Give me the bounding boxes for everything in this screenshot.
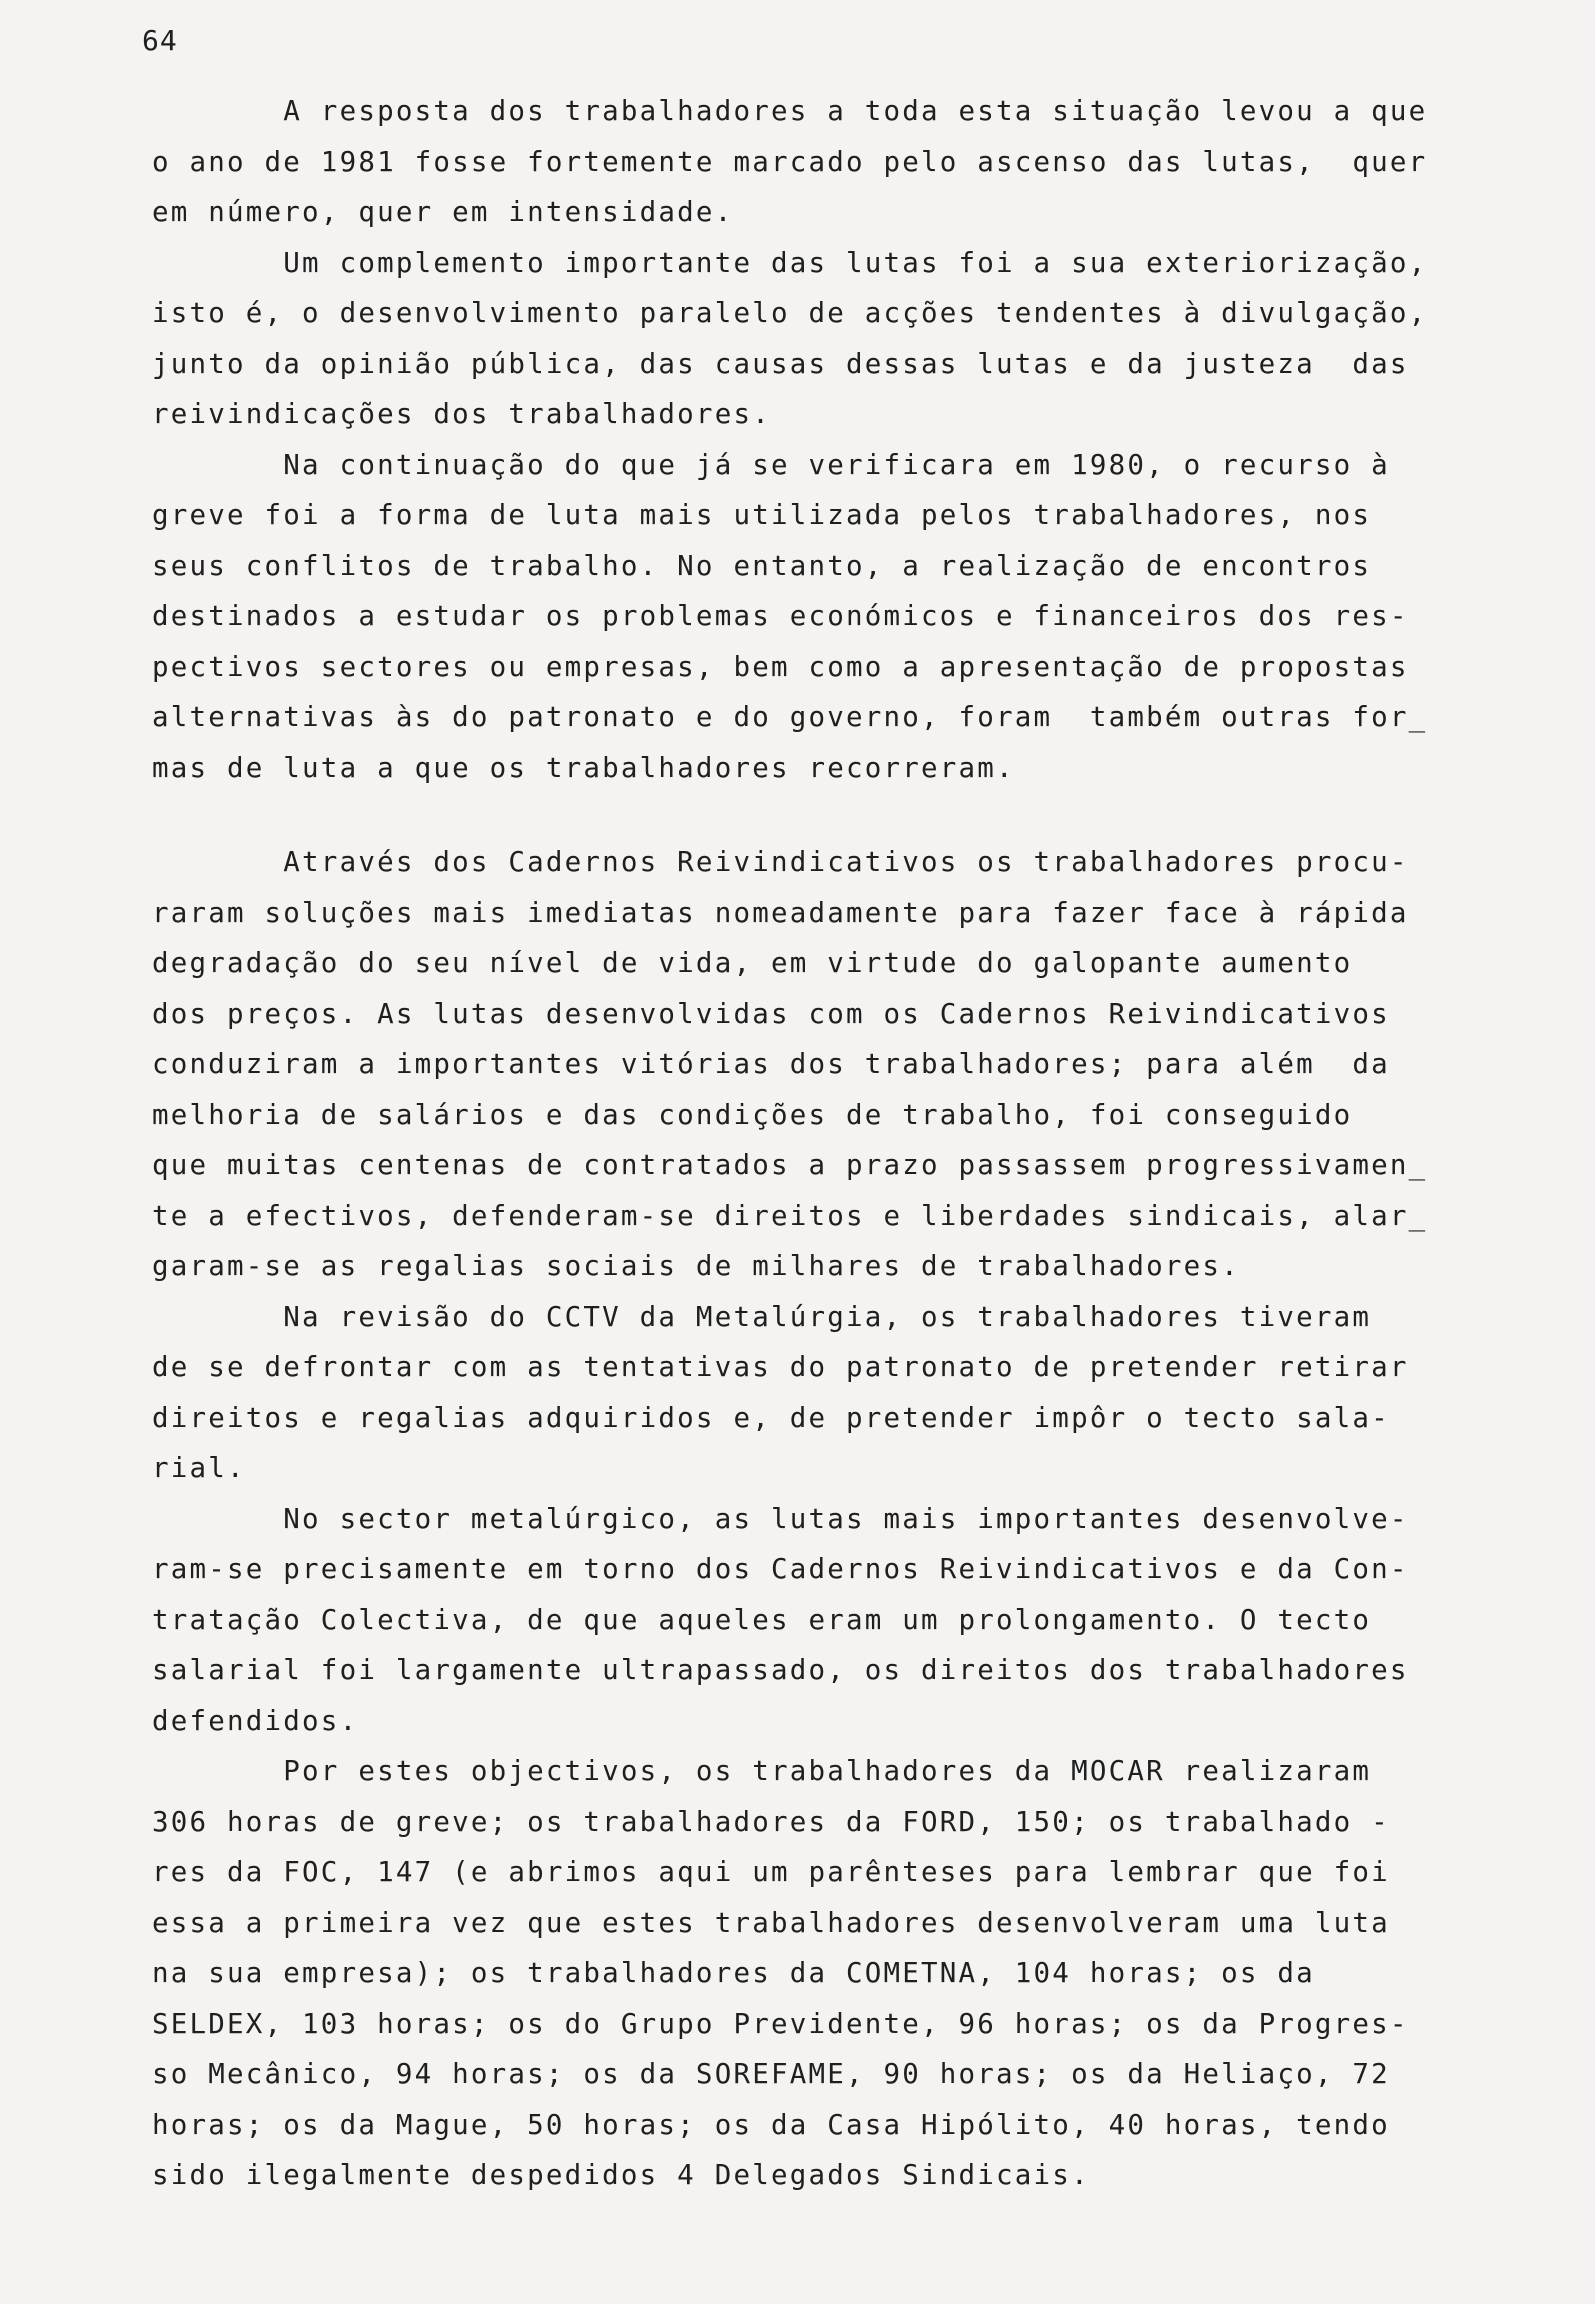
text-line: dos preços. As lutas desenvolvidas com os Cadernos Reivindicativos: [152, 997, 1390, 1030]
text-line: 306 horas de greve; os trabalhadores da FORD, 150; os trabalhado -: [152, 1805, 1390, 1838]
paragraph-strike-hours: [152, 1746, 1482, 2201]
text-line: so Mecânico, 94 horas; os da SOREFAME, 90 horas; os da Heliaço, 72: [152, 2058, 1390, 2090]
text-line: A resposta dos trabalhadores a toda esta situação levou a que: [152, 95, 1428, 127]
paragraph-cadernos: [152, 837, 1482, 1292]
text-line: de se defrontar com as tentativas do patronato de pretender retirar: [152, 1351, 1409, 1383]
text-line: pectivos sectores ou empresas, bem como a apresentação de propostas: [152, 650, 1409, 683]
text-line: horas; os da Mague, 50 horas; os da Casa Hipólito, 40 horas, tendo: [152, 2108, 1390, 2141]
text-line: conduziram a importantes vitórias dos trabalhadores; para além da: [152, 1048, 1390, 1080]
text-line: na sua empresa); os trabalhadores da COMETNA, 104 horas; os da: [152, 1957, 1315, 1989]
text-line: que muitas centenas de contratados a prazo passassem progressivamen_: [152, 1149, 1428, 1181]
text-line: ram-se precisamente em torno dos Cadernos Reivindicativos e da Con-: [152, 1553, 1409, 1585]
text-line: degradação do seu nível de vida, em virtude do galopante aumento: [152, 947, 1353, 979]
paragraph-response: [152, 86, 1482, 238]
text-line: Na revisão do CCTV da Metalúrgia, os trabalhadores tiveram: [152, 1300, 1372, 1333]
text-line: em número, quer em intensidade.: [152, 196, 734, 228]
paragraph-cctv: [152, 1292, 1482, 1494]
text-line: melhoria de salários e das condições de trabalho, foi conseguido: [152, 1098, 1353, 1131]
text-line: Através dos Cadernos Reivindicativos os trabalhadores procu-: [152, 846, 1409, 878]
text-line: direitos e regalias adquiridos e, de pretender impôr o tecto sala-: [152, 1401, 1390, 1434]
text-line: rial.: [152, 1452, 246, 1484]
text-line: sido ilegalmente despedidos 4 Delegados Sindicais.: [152, 2159, 1090, 2191]
text-line: o ano de 1981 fosse fortemente marcado pelo ascenso das lutas, quer: [152, 145, 1428, 178]
text-line: raram soluções mais imediatas nomeadamente para fazer face à rápida: [152, 896, 1409, 929]
text-line: res da FOC, 147 (e abrimos aqui um parênteses para lembrar que foi: [152, 1856, 1390, 1888]
text-line: defendidos.: [152, 1704, 359, 1737]
text-line: seus conflitos de trabalho. No entanto, a realização de encontros: [152, 549, 1372, 582]
text-line: te a efectivos, defenderam-se direitos e liberdades sindicais, alar_: [152, 1199, 1428, 1232]
paragraph-spacer: [152, 793, 1482, 837]
paragraph-strike-recourse: [152, 440, 1482, 794]
document-body: [152, 86, 1482, 2201]
text-line: Na continuação do que já se verificara em 1980, o recurso à: [152, 448, 1390, 481]
text-line: garam-se as regalias sociais de milhares de trabalhadores.: [152, 1250, 1240, 1282]
text-line: junto da opinião pública, das causas dessas lutas e da justeza das: [152, 347, 1409, 380]
text-line: Por estes objectivos, os trabalhadores da MOCAR realizaram: [152, 1755, 1372, 1787]
text-line: mas de luta a que os trabalhadores recorreram.: [152, 751, 1015, 784]
text-line: destinados a estudar os problemas económicos e financeiros dos res-: [152, 600, 1409, 632]
text-line: Um complemento importante das lutas foi a sua exteriorização,: [152, 246, 1428, 279]
paragraph-metalurgico: [152, 1494, 1482, 1747]
text-line: isto é, o desenvolvimento paralelo de acções tendentes à divulgação,: [152, 297, 1428, 329]
page-number: 64: [142, 24, 178, 57]
paragraph-exteriorization: [152, 238, 1482, 440]
text-line: No sector metalúrgico, as lutas mais importantes desenvolve-: [152, 1502, 1409, 1535]
text-line: alternativas às do patronato e do governo, foram também outras for_: [152, 701, 1428, 733]
text-line: salarial foi largamente ultrapassado, os direitos dos trabalhadores: [152, 1654, 1409, 1686]
text-line: tratação Colectiva, de que aqueles eram um prolongamento. O tecto: [152, 1603, 1372, 1636]
text-line: SELDEX, 103 horas; os do Grupo Previdente, 96 horas; os da Progres-: [152, 2007, 1409, 2040]
text-line: greve foi a forma de luta mais utilizada pelos trabalhadores, nos: [152, 499, 1372, 531]
text-line: reivindicações dos trabalhadores.: [152, 398, 771, 430]
text-line: essa a primeira vez que estes trabalhadores desenvolveram uma luta: [152, 1906, 1390, 1939]
